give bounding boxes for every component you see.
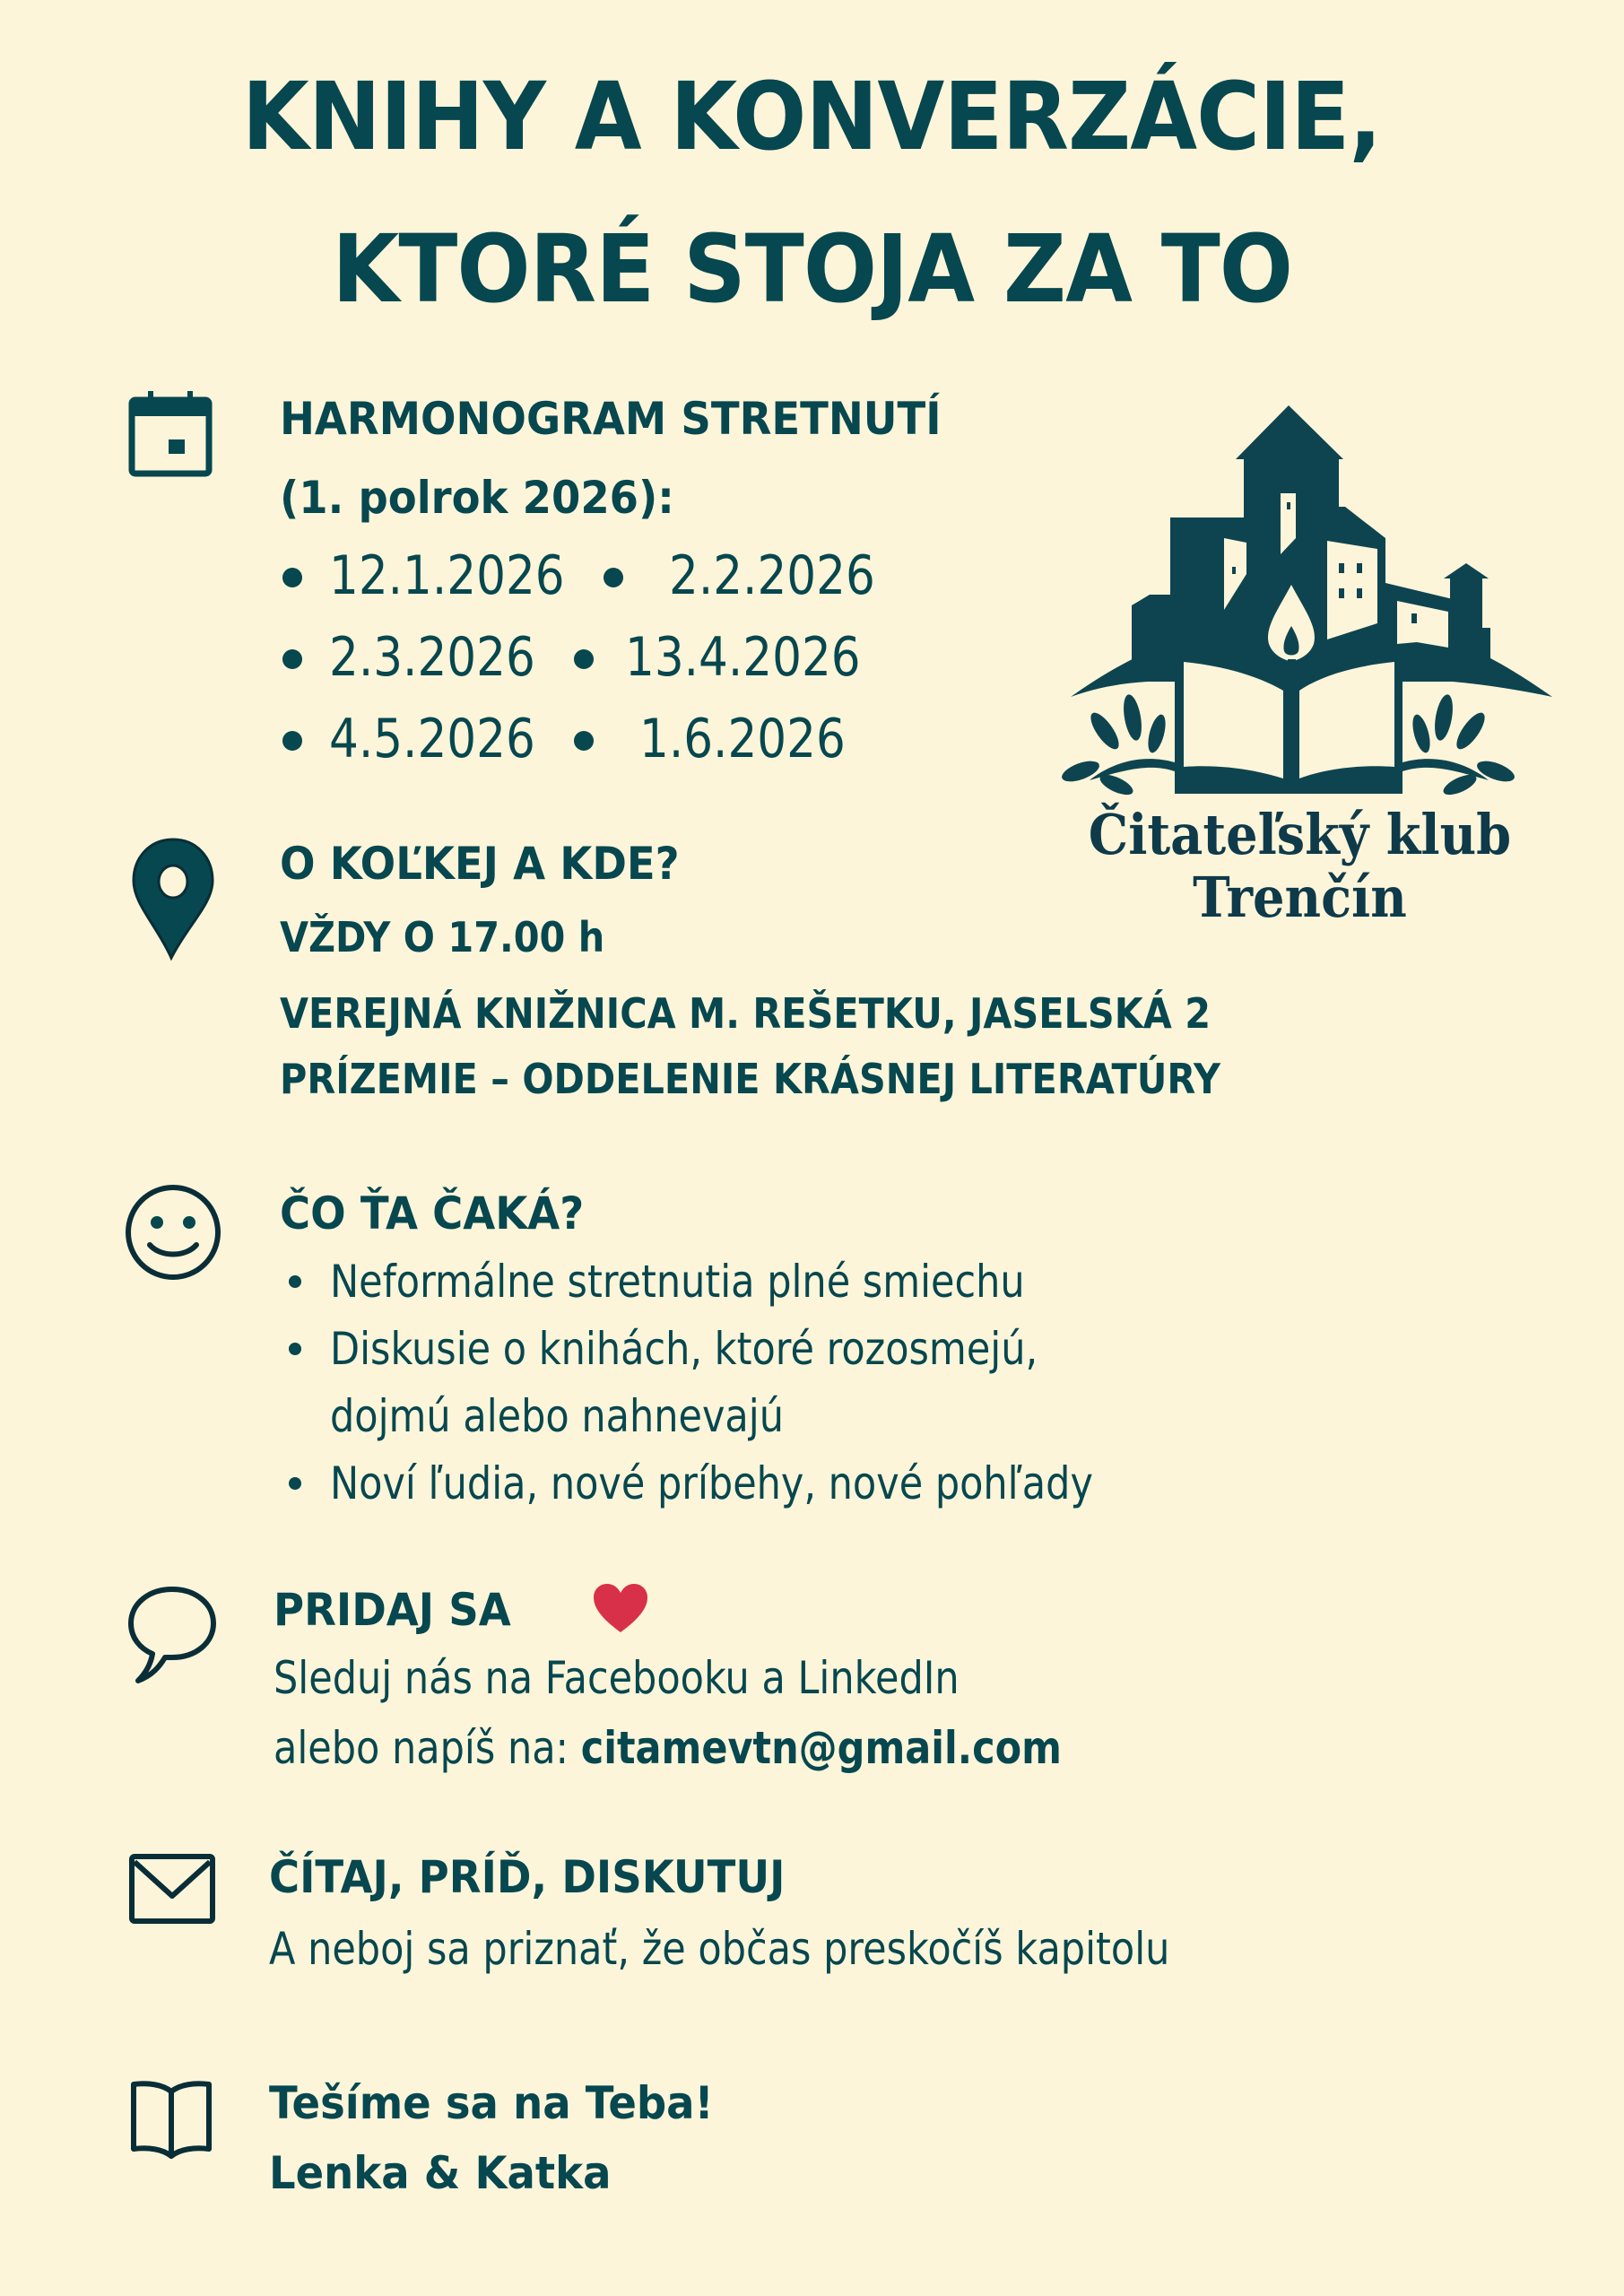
list-bullet: [289, 1275, 301, 1288]
expect-item: Noví ľudia, nové príbehy, nové pohľady: [330, 1457, 1093, 1509]
expect-item: Neformálne stretnutia plné smiechu: [330, 1256, 1025, 1308]
read-heading: ČÍTAJ, PRÍĎ, DISKUTUJ: [269, 1851, 786, 1903]
poster-title-line-2: [0, 214, 1624, 324]
poster-title-line-2-text: KTORÉ STOJA ZA TO: [332, 214, 1292, 324]
date-item: 2.3.2026: [329, 626, 535, 689]
meeting-time: VŽDY O 17.00 h: [280, 913, 605, 961]
location-pin-icon: [130, 836, 216, 961]
smiley-icon: [123, 1182, 223, 1283]
date-bullet: [282, 731, 302, 751]
heart-icon: [592, 1582, 649, 1634]
expect-heading: ČO ŤA ČAKÁ?: [280, 1187, 585, 1239]
closing-signature: Lenka & Katka: [269, 2147, 612, 2199]
date-item: 4.5.2026: [329, 708, 535, 770]
date-item: 13.4.2026: [625, 626, 861, 689]
date-item: 1.6.2026: [639, 708, 846, 770]
email-link[interactable]: citamevtn@gmail.com: [580, 1722, 1062, 1774]
contact-line: [274, 1722, 1062, 1774]
list-bullet: [289, 1343, 301, 1355]
address-line-2: PRÍZEMIE – ODDELENIE KRÁSNEJ LITERATÚRY: [280, 1055, 1220, 1103]
read-tagline: A neboj sa priznať, že občas preskočíš kapitolu: [269, 1923, 1170, 1975]
schedule-heading: HARMONOGRAM STRETNUTÍ: [280, 393, 942, 445]
date-item: 2.2.2026: [669, 544, 875, 607]
list-bullet: [289, 1477, 301, 1490]
schedule-subheading: (1. polrok 2026):: [280, 472, 674, 524]
speech-bubble-icon: [126, 1582, 219, 1686]
envelope-icon: [128, 1853, 216, 1925]
date-item: 12.1.2026: [329, 544, 565, 607]
date-bullet: [282, 568, 302, 587]
social-follow-text: Sleduj nás na Facebooku a LinkedIn: [274, 1652, 960, 1704]
date-bullet: [574, 649, 594, 669]
closing-greeting: Tešíme sa na Teba!: [269, 2077, 714, 2129]
date-bullet: [282, 649, 302, 669]
castle-book-candle-icon: [1047, 395, 1559, 807]
contact-prefix: alebo napíš na:: [274, 1722, 581, 1774]
poster-title-line-1-text: KNIHY A KONVERZÁCIE,: [242, 62, 1382, 171]
address-line-1: VEREJNÁ KNIŽNICA M. REŠETKU, JASELSKÁ 2: [280, 989, 1211, 1038]
date-bullet: [604, 568, 623, 587]
calendar-icon: [128, 391, 213, 477]
join-heading: PRIDAJ SA: [274, 1584, 511, 1636]
location-heading: O KOĽKEJ A KDE?: [280, 838, 680, 890]
open-book-icon: [128, 2079, 214, 2161]
poster-title-line-1: [0, 62, 1624, 171]
date-bullet: [574, 731, 594, 751]
expect-item-continuation: dojmú alebo nahnevajú: [330, 1390, 784, 1442]
logo-name-line-2: Trenčín: [1193, 865, 1407, 930]
logo-name-line-1: Čitateľský klub: [1088, 802, 1512, 867]
expect-item: Diskusie o knihách, ktoré rozosmejú,: [330, 1323, 1038, 1375]
